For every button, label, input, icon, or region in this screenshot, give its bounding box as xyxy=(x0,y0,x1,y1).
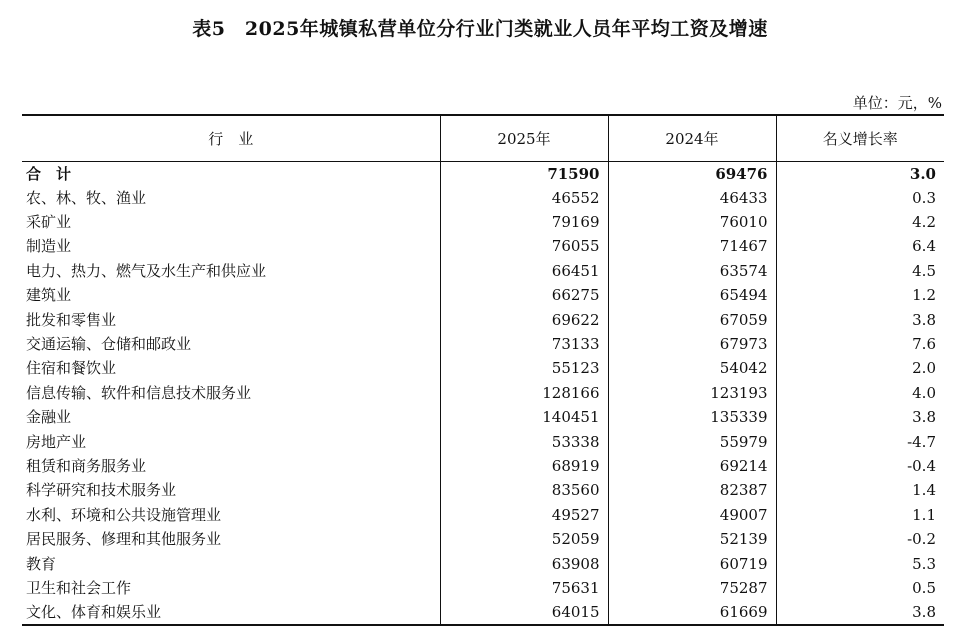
unit-label: 单位：元，% xyxy=(852,94,942,112)
wage-2024: 69214 xyxy=(608,454,776,478)
wage-2025: 63908 xyxy=(440,551,608,575)
header-growth-rate: 名义增长率 xyxy=(776,115,944,161)
header-industry: 行 业 xyxy=(22,115,440,161)
wage-2024: 67973 xyxy=(608,332,776,356)
wage-2025: 66451 xyxy=(440,259,608,283)
header-2025: 2025年 xyxy=(440,115,608,161)
total-2025: 71590 xyxy=(440,161,608,186)
industry-name: 电力、热力、燃气及水生产和供应业 xyxy=(22,259,440,283)
growth-rate: 1.2 xyxy=(912,286,936,305)
industry-name: 水利、环境和公共设施管理业 xyxy=(22,503,440,527)
wage-2024: 135339 xyxy=(608,405,776,429)
wage-2025: 76055 xyxy=(440,234,608,258)
industry-name: 教育 xyxy=(22,551,440,575)
table-row xyxy=(22,307,944,331)
industry-name: 采矿业 xyxy=(22,210,440,234)
industry-name: 农、林、牧、渔业 xyxy=(22,186,440,210)
wage-2024: 123193 xyxy=(608,381,776,405)
growth-rate: 4.5 xyxy=(912,261,936,280)
wage-2025: 73133 xyxy=(440,332,608,356)
wage-2025: 69622 xyxy=(440,307,608,331)
industry-name: 交通运输、仓储和邮政业 xyxy=(22,332,440,356)
table-row xyxy=(22,405,944,429)
wage-2024: 71467 xyxy=(608,234,776,258)
growth-rate: -0.2 xyxy=(907,530,936,549)
total-label: 合 计 xyxy=(22,161,440,186)
table-row xyxy=(22,356,944,380)
growth-rate: 4.0 xyxy=(912,383,936,402)
wage-2025: 83560 xyxy=(440,478,608,502)
wage-2025: 140451 xyxy=(440,405,608,429)
growth-rate: 1.4 xyxy=(912,481,936,500)
industry-name: 文化、体育和娱乐业 xyxy=(22,600,440,625)
industry-name: 金融业 xyxy=(22,405,440,429)
total-2024: 69476 xyxy=(608,161,776,186)
table-row xyxy=(22,381,944,405)
wage-2025: 52059 xyxy=(440,527,608,551)
growth-rate: 0.5 xyxy=(912,578,936,597)
industry-name: 卫生和社会工作 xyxy=(22,576,440,600)
growth-rate: 2.0 xyxy=(912,359,936,378)
table-row xyxy=(22,527,944,551)
wage-2024: 65494 xyxy=(608,283,776,307)
growth-rate: 7.6 xyxy=(912,335,936,354)
table-row xyxy=(22,186,944,210)
table-row xyxy=(22,503,944,527)
table-row xyxy=(22,454,944,478)
total-row xyxy=(22,161,944,186)
wage-2025: 55123 xyxy=(440,356,608,380)
growth-rate: 3.8 xyxy=(912,310,936,329)
growth-rate: 5.3 xyxy=(912,554,936,573)
wage-2024: 82387 xyxy=(608,478,776,502)
table-row xyxy=(22,429,944,453)
wage-2025: 53338 xyxy=(440,429,608,453)
industry-name: 租赁和商务服务业 xyxy=(22,454,440,478)
wage-2025: 75631 xyxy=(440,576,608,600)
growth-rate: 3.8 xyxy=(912,408,936,427)
growth-rate: -4.7 xyxy=(907,432,936,451)
table-row xyxy=(22,600,944,625)
wage-2025: 68919 xyxy=(440,454,608,478)
wage-2024: 54042 xyxy=(608,356,776,380)
wage-2025: 128166 xyxy=(440,381,608,405)
growth-rate: 3.8 xyxy=(776,600,944,625)
growth-rate: 1.1 xyxy=(912,505,936,524)
wage-table xyxy=(22,114,944,626)
wage-2025: 46552 xyxy=(440,186,608,210)
growth-rate: -0.4 xyxy=(907,456,936,475)
table-row xyxy=(22,576,944,600)
table-row xyxy=(22,332,944,356)
table-row xyxy=(22,478,944,502)
growth-rate: 4.2 xyxy=(912,213,936,232)
wage-2024: 55979 xyxy=(608,429,776,453)
wage-2024: 61669 xyxy=(608,600,776,625)
industry-name: 制造业 xyxy=(22,234,440,258)
wage-2025: 79169 xyxy=(440,210,608,234)
table-row xyxy=(22,551,944,575)
wage-2025: 66275 xyxy=(440,283,608,307)
wage-2025: 64015 xyxy=(440,600,608,625)
table-row xyxy=(22,210,944,234)
wage-2024: 52139 xyxy=(608,527,776,551)
industry-name: 批发和零售业 xyxy=(22,307,440,331)
industry-name: 建筑业 xyxy=(22,283,440,307)
wage-2024: 49007 xyxy=(608,503,776,527)
wage-2024: 76010 xyxy=(608,210,776,234)
industry-name: 信息传输、软件和信息技术服务业 xyxy=(22,381,440,405)
wage-2025: 49527 xyxy=(440,503,608,527)
industry-name: 科学研究和技术服务业 xyxy=(22,478,440,502)
growth-rate: 6.4 xyxy=(912,237,936,256)
industry-name: 房地产业 xyxy=(22,429,440,453)
wage-2024: 46433 xyxy=(608,186,776,210)
header-2024: 2024年 xyxy=(608,115,776,161)
wage-2024: 63574 xyxy=(608,259,776,283)
growth-rate: 0.3 xyxy=(912,188,936,207)
total-rate: 3.0 xyxy=(776,161,944,186)
industry-name: 住宿和餐饮业 xyxy=(22,356,440,380)
wage-2024: 75287 xyxy=(608,576,776,600)
table-row xyxy=(22,234,944,258)
page-title: 表5 2025年城镇私营单位分行业门类就业人员年平均工资及增速 xyxy=(192,18,768,40)
wage-2024: 60719 xyxy=(608,551,776,575)
wage-2024: 67059 xyxy=(608,307,776,331)
table-header-row xyxy=(22,115,944,161)
industry-name: 居民服务、修理和其他服务业 xyxy=(22,527,440,551)
table-row xyxy=(22,283,944,307)
table-row xyxy=(22,259,944,283)
